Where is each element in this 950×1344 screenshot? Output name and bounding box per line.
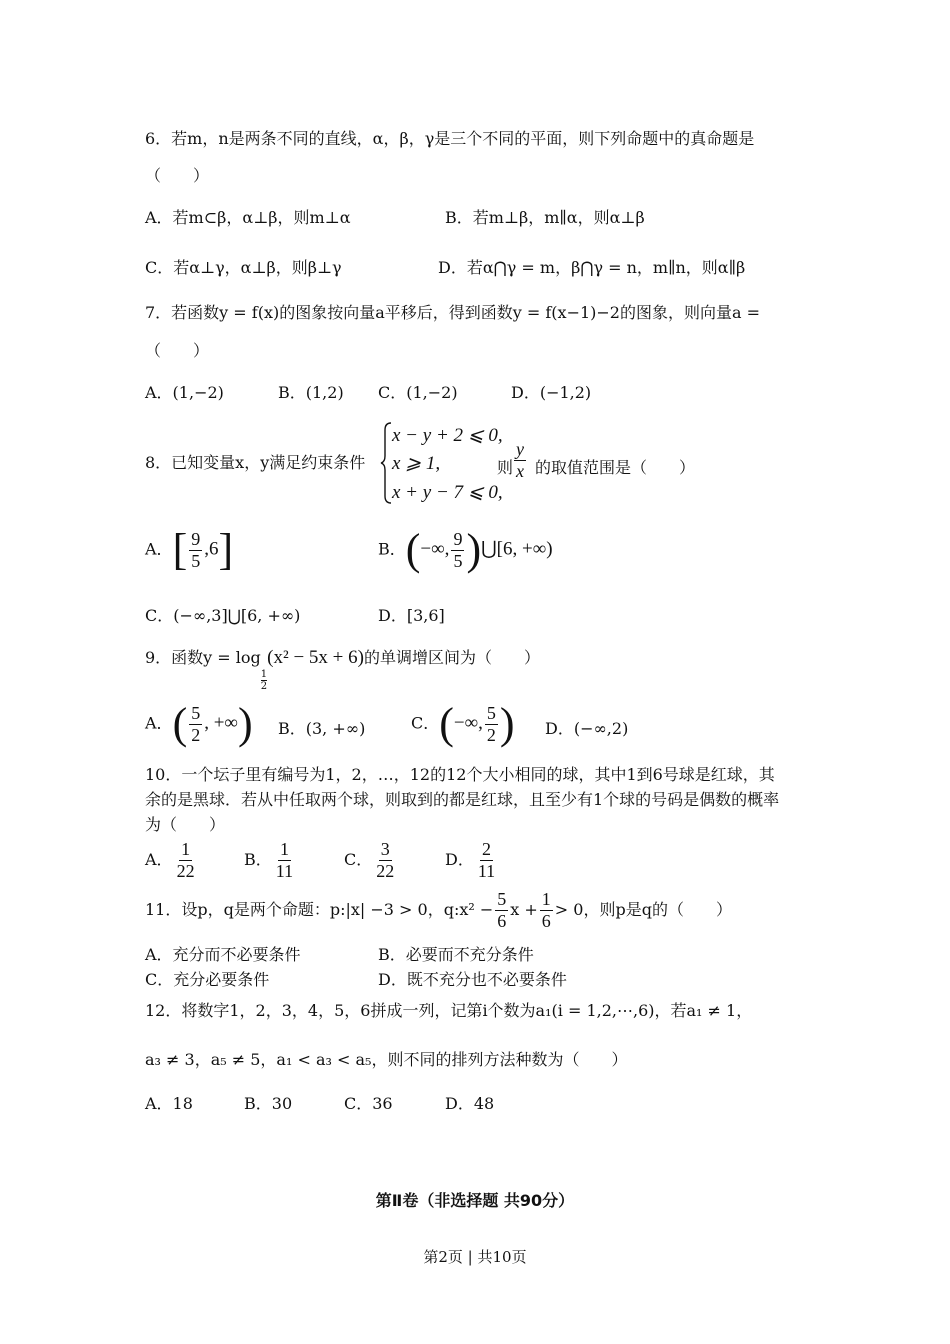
q8-option-d: D．[3,6] (378, 606, 445, 625)
q9-option-c: C．(−∞, $\frac{5}{2}$ ) (411, 699, 515, 748)
q10-option-a (145, 840, 199, 881)
q7-option-d: D．(−1,2) (511, 383, 592, 402)
option-label: D． (445, 849, 474, 869)
q7-option-c: C．(1,−2) (378, 383, 458, 402)
option-label: C． (344, 849, 373, 869)
q12-option-d: D．48 (445, 1094, 495, 1113)
option-b-rest: ⋃[6, +∞) (481, 538, 553, 560)
log-base-denominator: 2 (260, 681, 268, 692)
q10-line-3: 为（ ） (145, 815, 226, 834)
q9-stem-prefix: 9．函数y = log (145, 648, 261, 667)
option-a-rest: ,6 (204, 538, 219, 560)
q9-option-b: B．(3, +∞) (278, 719, 366, 738)
fraction-numerator: 5 (497, 889, 507, 909)
q8-stem-then: 则 (497, 458, 514, 477)
option-b-prefix: −∞, (420, 538, 450, 560)
q8-option-b: B．(−∞, $\frac{9}{5}$ )⋃[6, +∞) (378, 525, 553, 574)
fraction-numerator: 9 (453, 528, 463, 549)
q10-option-c (344, 840, 398, 881)
q11-option-a: A．充分而不必要条件 (145, 945, 301, 964)
q9-option-d: D．(−∞,2) (545, 719, 629, 738)
log-base (261, 669, 267, 692)
option-label: A． (145, 539, 173, 559)
q9-option-a: A．( $\frac{5}{2}$ , +∞) (145, 699, 253, 748)
fraction-numerator: 3 (380, 839, 390, 859)
option-label: A． (145, 713, 173, 733)
ratio-denominator: x (516, 460, 524, 481)
q11-stem-middle: x + (510, 900, 538, 920)
q7-option-b: B．(1,2) (278, 383, 344, 402)
fraction-denominator: 11 (477, 860, 496, 881)
page-footer: 第2页 | 共10页 (423, 1248, 527, 1266)
fraction-numerator: 9 (191, 528, 201, 549)
ratio-numerator: y (516, 439, 524, 459)
q12-line-1: 12．将数字1，2，3，4，5，6拼成一列，记第i个数为a₁(i = 1,2,⋯,6)，若a₁ ≠ 1， (145, 1001, 753, 1020)
q12-option-b: B．30 (244, 1094, 293, 1113)
q9-stem (145, 648, 540, 692)
fraction-numerator: 5 (486, 702, 496, 723)
q6-answer-paren: （ ） (145, 166, 210, 185)
q10-line-2: 余的是黑球．若从中任取两个球，则取到的都是红球，且至少有1个球的号码是偶数的概率 (145, 790, 780, 809)
q8-option-c: C．(−∞,3]⋃[6, +∞) (145, 606, 301, 625)
q8-stem-prefix: 8．已知变量x，y满足约束条件 (145, 453, 366, 472)
q10-line-1: 10．一个坛子里有编号为1，2，…，12的12个大小相同的球，其中1到6号球是红球，其 (145, 765, 775, 784)
q10-option-b (244, 840, 297, 881)
fraction-denominator: 5 (453, 550, 463, 571)
q11-option-d: D．既不充分也不必要条件 (378, 970, 567, 989)
q11-stem (145, 890, 732, 931)
fraction-denominator: 2 (486, 724, 496, 745)
constraint-1: x − y + 2 ⩽ 0, (392, 425, 503, 446)
fraction-denominator: 6 (541, 910, 551, 931)
fraction-numerator: 1 (279, 839, 289, 859)
q6-option-b: B．若m⊥β，m∥α，则α⊥β (445, 208, 645, 227)
log-base-numerator: 1 (260, 669, 268, 680)
q12-option-a: A．18 (145, 1094, 193, 1113)
q7-stem: 7．若函数y = f(x)的图象按向量a平移后，得到函数y = f(x−1)−2的图象，则向量a = (145, 303, 761, 322)
q7-answer-paren: （ ） (145, 341, 210, 360)
option-c-prefix: −∞, (453, 712, 483, 734)
option-label: C． (411, 713, 440, 733)
fraction-numerator: 1 (181, 839, 191, 859)
fraction-denominator: 11 (275, 860, 294, 881)
q6-option-a: A．若m⊂β，α⊥β，则m⊥α (145, 208, 351, 227)
q12-option-c: C．36 (344, 1094, 393, 1113)
q8-option-a: A．[ $\frac{9}{5}$ ,6] (145, 525, 234, 574)
q6-stem: 6．若m，n是两条不同的直线，α，β，γ是三个不同的平面，则下列命题中的真命题是 (145, 129, 755, 148)
constraint-2: x ⩾ 1, (392, 453, 441, 474)
q10-option-d (445, 840, 499, 881)
q8-stem-suffix: 的取值范围是（ ） (535, 458, 696, 477)
q11-stem-suffix: > 0，则p是q的（ ） (554, 900, 732, 920)
q9-stem-suffix: 的单调增区间为（ ） (363, 648, 540, 667)
log-argument: (x² − 5x + 6) (267, 647, 364, 668)
fraction-denominator: 6 (497, 910, 507, 931)
q7-option-a: A．(1,−2) (145, 383, 224, 402)
q6-option-c: C．若α⊥γ，α⊥β，则β⊥γ (145, 258, 342, 277)
system-brace-icon (380, 422, 392, 504)
option-label: B． (378, 539, 406, 559)
fraction-denominator: 2 (191, 724, 201, 745)
fraction-numerator: 1 (541, 889, 551, 909)
q6-option-d: D．若α⋂γ = m，β⋂γ = n，m∥n，则α∥β (438, 258, 746, 277)
q11-option-b: B．必要而不充分条件 (378, 945, 534, 964)
q11-option-c: C．充分必要条件 (145, 970, 270, 989)
fraction-numerator: 5 (191, 702, 201, 723)
q12-line-2: a₃ ≠ 3，a₅ ≠ 5，a₁ < a₃ < a₅，则不同的排列方法种数为（ ） (145, 1050, 628, 1069)
option-a-rest: , +∞ (204, 712, 238, 734)
fraction-denominator: 22 (376, 860, 395, 881)
fraction-numerator: 2 (482, 839, 492, 859)
q11-stem-prefix: 11．设p，q是两个命题：p:|x| −3 > 0，q:x² − (145, 900, 494, 920)
constraint-3: x + y − 7 ⩽ 0, (392, 482, 503, 503)
q8-ratio-fraction (512, 440, 528, 481)
section-title: 第Ⅱ卷（非选择题 共90分） (375, 1191, 575, 1210)
fraction-denominator: 5 (191, 550, 201, 571)
fraction-denominator: 22 (176, 860, 195, 881)
option-label: B． (244, 849, 272, 869)
option-label: A． (145, 849, 173, 869)
